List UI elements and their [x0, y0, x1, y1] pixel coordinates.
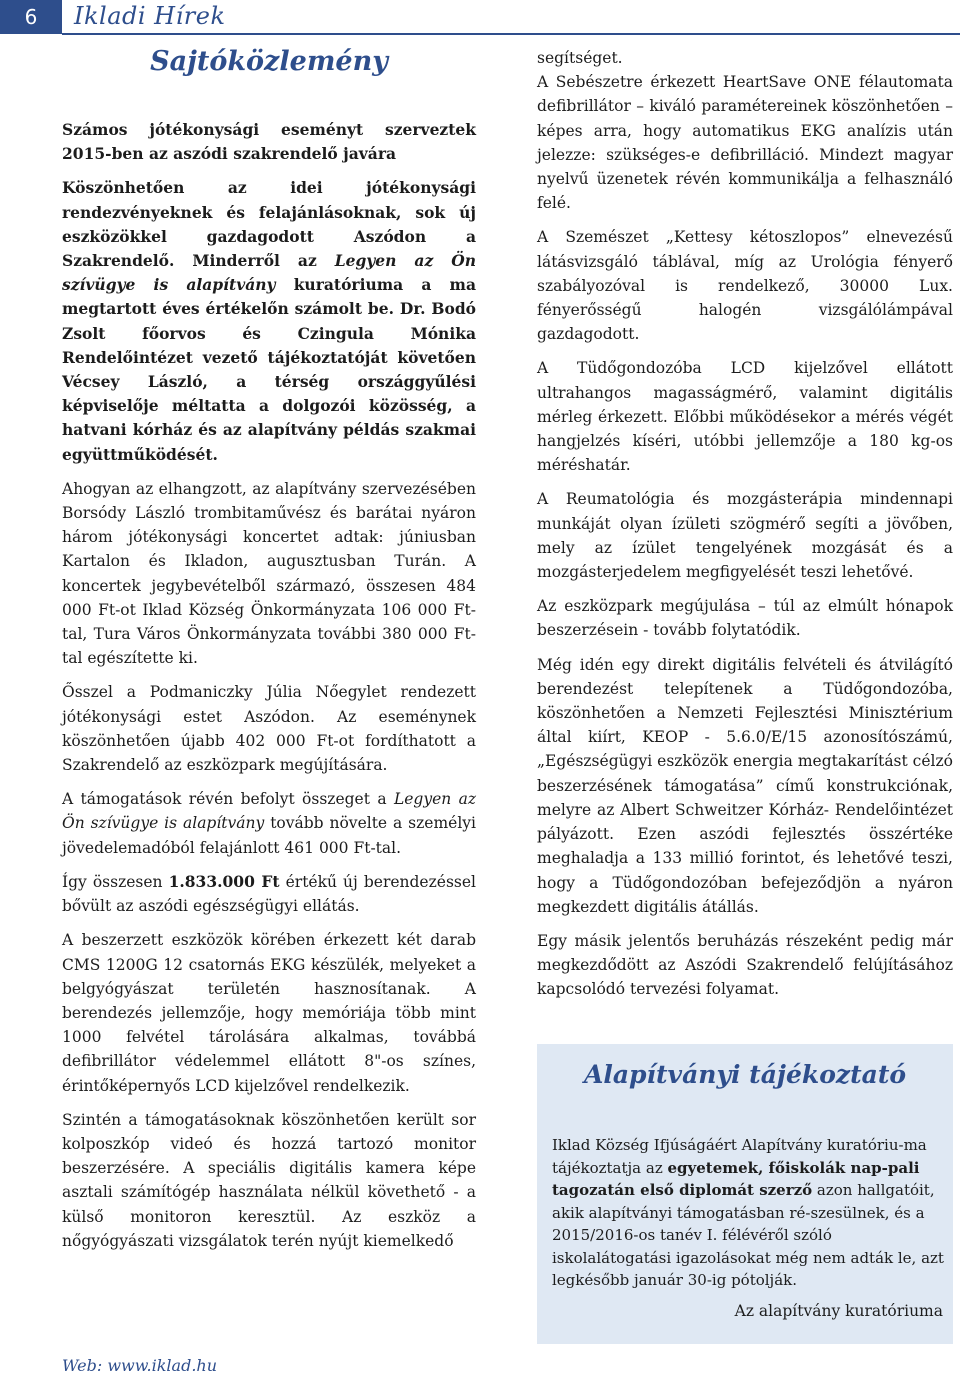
foundation-name: Legyen az Ön szívügye is alapítvány [62, 251, 476, 295]
paragraph-tudogondozo: A Tüdőgondozóba LCD kijelzővel ellátott ultrahangos magasságmérő, valamint digitális mérleg érkezett. Előbbi működésekor a mérés végét hangjelzés kíséri, utóbbi jellemzője a 180 kg-os méréshatár. [537, 359, 953, 475]
right-column [537, 46, 953, 1012]
intro-lead: Köszönhetően az idei jótékonysági rendezvényeknek és felajánlásoknak, sok új eszközökkel gazdagodott Aszódon a Szakrendelő. Minderről az Legyen az Ön szívügye is alapítvány kuratóriuma a ma megtartott éves értékelőn számolt be. Dr. Bodó Zsolt főorvos és Czingula Mónika Rendelőintézet vezető tájékoztatóját követően Vécsey László, a térség országgyűlési képviselője méltatta a dolgozói közösség, a hatvani kórház és az alapítvány példás szakmai együttműködését. [62, 178, 476, 464]
intro-headline: Számos jótékonysági eseményt szerveztek 2015-ben az aszódi szakrendelő javára [62, 120, 476, 164]
paragraph-felujitas: Egy másik jelentős beruházás részeként pedig már megkezdődött az Aszódi Szakrendelő felújításához kapcsolódó tervezési folyamat. [537, 931, 953, 999]
paragraph-szemeszet: A Szemészet „Kettesy kétoszlopos” elnevezésű látásvizsgáló táblával, míg az Urológia fényerő szabályozóval is rendelkező, 30000 Lux. fényerősségű halogén vizsgálólámpával gazdagodott. [537, 228, 953, 344]
paragraph-kolposzkop: Szintén a támogatásoknak köszönhetően került sor kolposzkóp videó és hozzá tartozó monitor beszerzésére. A speciális digitális kamera képe asztali számítógép használata nélkül követhető - a külső monitoron keresztül. Az eszköz a nőgyógyászati vizsgálatok terén nyújt kiemelkedő [62, 1110, 476, 1250]
article-title: Sajtóközlemény [150, 46, 388, 77]
left-column [62, 118, 476, 1253]
paragraph-eszkozpark: Az eszközpark megújulása – túl az elmúlt hónapok beszerzésein - tovább folytatódik. [537, 597, 953, 640]
paragraph-total: Így összesen 1.833.000 Ft értékű új berendezéssel bővült az aszódi egészségügyi ellátás. [62, 871, 476, 916]
paragraph-keop: Még idén egy direkt digitális felvételi és átvilágító berendezést telepítenek a Tüdőgondozóba, köszönhetően a Nemzeti Fejlesztési Minisztérium által kiírt, KEOP - 5.6.0/E/15 azonosítószámú, „Egészségügyi eszközök energia megtakarítást célzó beszerzésének támogatása” című konstrukciónak, melyre az Albert Schweitzer Kórház- Rendelőintézet pályázott. Ezen aszódi fejlesztés összértéke meghaladja a 133 millió forintot, és lehetővé teszi, hogy a Tüdőgondozóban befejeződjön a nyáron megkezdett digitális átállás. [537, 655, 953, 916]
page-header [0, 0, 960, 34]
page-number: 6 [0, 0, 62, 34]
paragraph-tax-offer: A támogatások révén befolyt összeget a Legyen az Ön szívügye is alapítvány tovább növelte a személyi jövedelemadóból felajánlott 461 000 Ft-tal. [62, 790, 477, 857]
total-amount: 1.833.000 Ft [168, 871, 280, 891]
foundation-notice-box [537, 1044, 953, 1344]
notice-title: Alapítványi tájékoztató [583, 1060, 907, 1089]
header-divider [62, 33, 960, 35]
paragraph-concerts: Ahogyan az elhangzott, az alapítvány szervezésében Borsódy László trombitaművész és barátai nyáron három jótékonysági koncertet adtak: júniusban Kartalon és Ikladon, augusztusban Turán. A koncertek jegybevételből származó, összesen 484 000 Ft-ot Iklad Község Önkormányzata 106 000 Ft-tal, Tura Város Önkormányzata további 380 000 Ft-tal egészítette ki. [62, 479, 476, 668]
publication-title: Ikladi Hírek [74, 2, 226, 30]
paragraph-ekg: A beszerzett eszközök körében érkezett két darab CMS 1200G 12 csatornás EKG készülék, melyeket a belgyógyászat területén hasznosítanak. A berendezés jellemzője, hogy memóriája több mint 1000 felvétel tárolására alkalmas, továbbá defibrillátor védelemmel ellátott 8"-os színes, érintőképernyős LCD kijelzővel rendelkezik. [62, 931, 476, 1095]
paragraph-reumatologia: A Reumatológia és mozgásterápia mindennapi munkáját olyan ízületi szögmérő segíti a jövőben, mely az ízület tengelyének mozgását és a mozgásterjedelem megfigyelését teszi lehetővé. [537, 490, 953, 582]
paragraph-noegylet: Ősszel a Podmaniczky Júlia Nőegylet rendezett jótékonysági estet Aszódon. Az eseménynek köszönhetően újabb 402 000 Ft-ot fordíthatott a Szakrendelő az eszközpark megújítására. [62, 683, 476, 775]
notice-body: Iklad Község Ifjúságáért Alapítvány kuratóriu-ma tájékoztatja az egyetemek, főiskolák nap-pali tagozatán első diplomát szerző azon hallgatóit, akik alapítványi támogatásban ré-szesülnek, és a 2015/2016-os tanév I. félévéről szóló iskolalátogatási igazolásokat még nem adták le, azt legkésőbb január 30-ig pótolják. [552, 1136, 944, 1289]
paragraph-continued: segítséget. [537, 49, 623, 67]
footer-website: Web: www.iklad.hu [62, 1356, 218, 1375]
notice-signature: Az alapítvány kuratóriuma [734, 1302, 943, 1320]
paragraph-defibrillator: A Sebészetre érkezett HeartSave ONE félautomata defibrillátor – kiváló paramétereinek köszönhetően – képes arra, hogy automatikus EKG analízis után jelezze: szükséges-e defibrilláció. Mindezt magyar nyelvű üzenetek révén kommunikálja a felhasználó felé. [537, 73, 953, 213]
notice-highlight: egyetemek, főiskolák nap-pali tagozatán első diplomát szerző [552, 1158, 920, 1199]
foundation-name: Legyen az Ön szívügye is alapítvány [62, 790, 477, 833]
